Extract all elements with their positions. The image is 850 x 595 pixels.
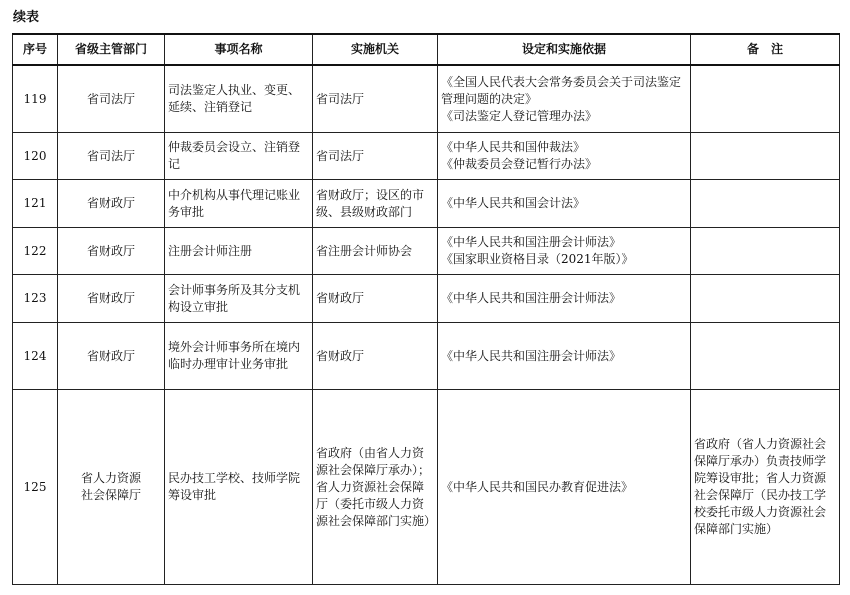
- dept-line: 省财政厅: [86, 291, 135, 305]
- dept-line: 社会保障厅: [80, 488, 141, 502]
- basis-line: 《国家职业资格目录（2021年版）》: [441, 252, 634, 266]
- row-note: [691, 133, 840, 180]
- basis-line: 《中华人民共和国会计法》: [441, 196, 586, 210]
- row-item: 中介机构从事代理记账业务审批: [165, 180, 313, 228]
- row-dept: [58, 390, 165, 585]
- row-note: [691, 228, 840, 275]
- dept-line: 省司法厅: [86, 91, 135, 106]
- basis-line: 《中华人民共和国注册会计师法》: [441, 291, 622, 305]
- row-no: 122: [13, 228, 58, 275]
- header-row: [13, 34, 840, 65]
- table-row: [13, 180, 840, 228]
- dept-line: 省财政厅: [86, 243, 135, 258]
- header-dept: 省级主管部门: [58, 34, 165, 65]
- row-item: 注册会计师注册: [165, 228, 313, 275]
- row-basis: [438, 390, 691, 585]
- row-note: [691, 323, 840, 390]
- table-row: [13, 390, 840, 585]
- row-dept: [58, 65, 165, 133]
- row-agency: 省财政厅；设区的市级、县级财政部门: [313, 180, 438, 228]
- row-no: 125: [13, 390, 58, 585]
- dept-line: 省人力资源: [80, 471, 141, 485]
- basis-line: 《中华人民共和国民办教育促进法》: [441, 479, 634, 494]
- row-agency: 省司法厅: [313, 133, 438, 180]
- header-basis: 设定和实施依据: [438, 34, 691, 65]
- table-row: [13, 228, 840, 275]
- basis-line: 《全国人民代表大会常务委员会关于司法鉴定管理问题的决定》: [441, 74, 682, 106]
- dept-line: 省财政厅: [86, 348, 135, 363]
- row-item: 司法鉴定人执业、变更、延续、注销登记: [165, 65, 313, 133]
- row-item: 仲裁委员会设立、注销登记: [165, 133, 313, 180]
- row-dept: [58, 133, 165, 180]
- row-basis: [438, 65, 691, 133]
- header-agency: 实施机关: [313, 34, 438, 65]
- header-item: 事项名称: [165, 34, 313, 65]
- row-agency: 省财政厅: [313, 275, 438, 323]
- row-item: 民办技工学校、技师学院筹设审批: [165, 390, 313, 585]
- table-row: [13, 65, 840, 133]
- row-item: 会计师事务所及其分支机构设立审批: [165, 275, 313, 323]
- row-dept: [58, 180, 165, 228]
- table-row: [13, 323, 840, 390]
- basis-line: 《中华人民共和国注册会计师法》: [441, 348, 622, 363]
- basis-line: 《中华人民共和国仲裁法》: [441, 140, 586, 154]
- table-row: [13, 275, 840, 323]
- row-item: 境外会计师事务所在境内临时办理审计业务审批: [165, 323, 313, 390]
- row-no: 119: [13, 65, 58, 133]
- row-agency: 省注册会计师协会: [313, 228, 438, 275]
- row-note: [691, 180, 840, 228]
- basis-line: 《仲裁委员会登记暂行办法》: [441, 157, 598, 171]
- header-no: 序号: [13, 34, 58, 65]
- row-basis: [438, 228, 691, 275]
- row-agency: 省司法厅: [313, 65, 438, 133]
- row-basis: [438, 180, 691, 228]
- row-agency: 省财政厅: [313, 323, 438, 390]
- row-no: 123: [13, 275, 58, 323]
- header-note: 备 注: [691, 34, 840, 65]
- row-dept: [58, 275, 165, 323]
- table-row: [13, 133, 840, 180]
- table-caption: 续表: [13, 10, 40, 25]
- row-note: [691, 275, 840, 323]
- basis-line: 《司法鉴定人登记管理办法》: [441, 108, 598, 123]
- basis-line: 《中华人民共和国注册会计师法》: [441, 235, 622, 249]
- row-no: 121: [13, 180, 58, 228]
- row-note: 省政府（省人力资源社会保障厅承办）负责技师学院筹设审批；省人力资源社会保障厅（民办技工学校委托市级人力资源社会保障部门实施）: [691, 390, 840, 585]
- row-dept: [58, 228, 165, 275]
- row-basis: [438, 275, 691, 323]
- row-no: 124: [13, 323, 58, 390]
- row-basis: [438, 133, 691, 180]
- dept-line: 省司法厅: [86, 148, 135, 163]
- row-dept: [58, 323, 165, 390]
- row-no: 120: [13, 133, 58, 180]
- row-agency: 省政府（由省人力资源社会保障厅承办）；省人力资源社会保障厅（委托市级人力资源社会保障部门实施）: [313, 390, 438, 585]
- row-note: [691, 65, 840, 133]
- dept-line: 省财政厅: [86, 196, 135, 210]
- admin-approval-table: [12, 33, 840, 585]
- row-basis: [438, 323, 691, 390]
